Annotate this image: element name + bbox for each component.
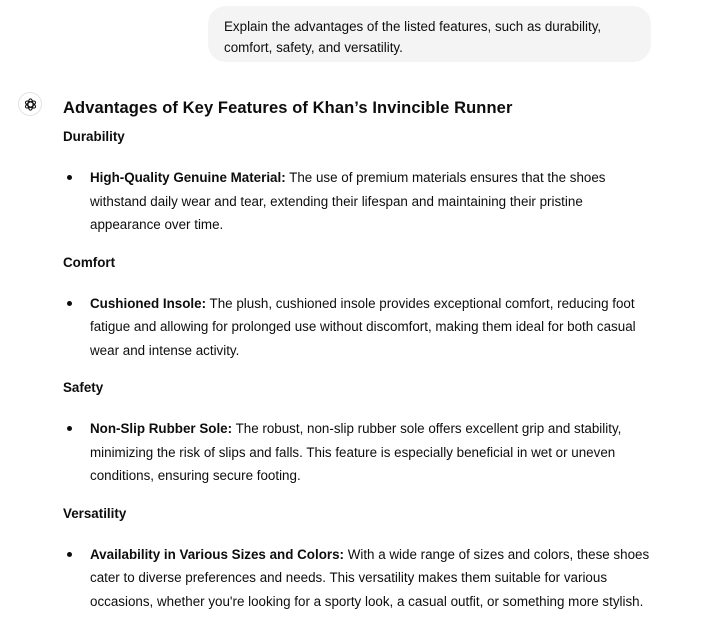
- bullet-term: Availability in Various Sizes and Colors:: [90, 546, 344, 562]
- list-item: [63, 166, 655, 237]
- bullet-dot: [67, 175, 72, 180]
- response-heading: Advantages of Key Features of Khan’s Invincible Runner: [63, 99, 513, 117]
- bullet-dot: [67, 426, 72, 431]
- bullet-list-comfort: [63, 292, 663, 363]
- bullet-list-versatility: [63, 543, 663, 614]
- section-title-durability: Durability: [63, 129, 125, 144]
- user-message-bubble: [208, 6, 651, 62]
- bullet-text: With a wide range of sizes and colors, these shoes cater to diverse preferences and needs. This versatility makes them suitable for various occasions, whether you're looking for a sporty look, a casual outfit, or something more stylish.: [90, 546, 650, 609]
- assistant-response: [63, 96, 663, 613]
- bullet-term: Cushioned Insole:: [90, 295, 207, 311]
- bullet-list-safety: [63, 417, 663, 488]
- list-item: [63, 292, 655, 363]
- bullet-text: The robust, non-slip rubber sole offers excellent grip and stability, minimizing the risk of slips and falls. This feature is especially beneficial in wet or uneven conditions, ensuring secure footing.: [90, 421, 622, 483]
- bullet-dot: [67, 301, 72, 306]
- bullet-text: The plush, cushioned insole provides exceptional comfort, reducing foot fatigue and allowing for prolonged use without discomfort, making them ideal for both casual wear and intense activity.: [90, 295, 636, 358]
- bullet-text: The use of premium materials ensures that the shoes withstand daily wear and tear, extending their lifespan and maintaining their pristine appearance over time.: [90, 170, 606, 232]
- section-title-versatility: Versatility: [63, 505, 127, 521]
- section-title-safety: Safety: [63, 380, 104, 395]
- bullet-term: Non-Slip Rubber Sole:: [90, 421, 233, 436]
- bullet-term: High-Quality Genuine Material:: [90, 170, 286, 185]
- bullet-dot: [67, 552, 72, 557]
- openai-logo-icon: [23, 97, 38, 112]
- list-item: [63, 543, 655, 614]
- bullet-list-durability: [63, 166, 663, 237]
- user-message-text: Explain the advantages of the listed features, such as durability, comfort, safety, and versatility.: [224, 19, 602, 55]
- assistant-avatar: [18, 92, 42, 116]
- section-title-comfort: Comfort: [63, 254, 116, 270]
- list-item: [63, 417, 655, 488]
